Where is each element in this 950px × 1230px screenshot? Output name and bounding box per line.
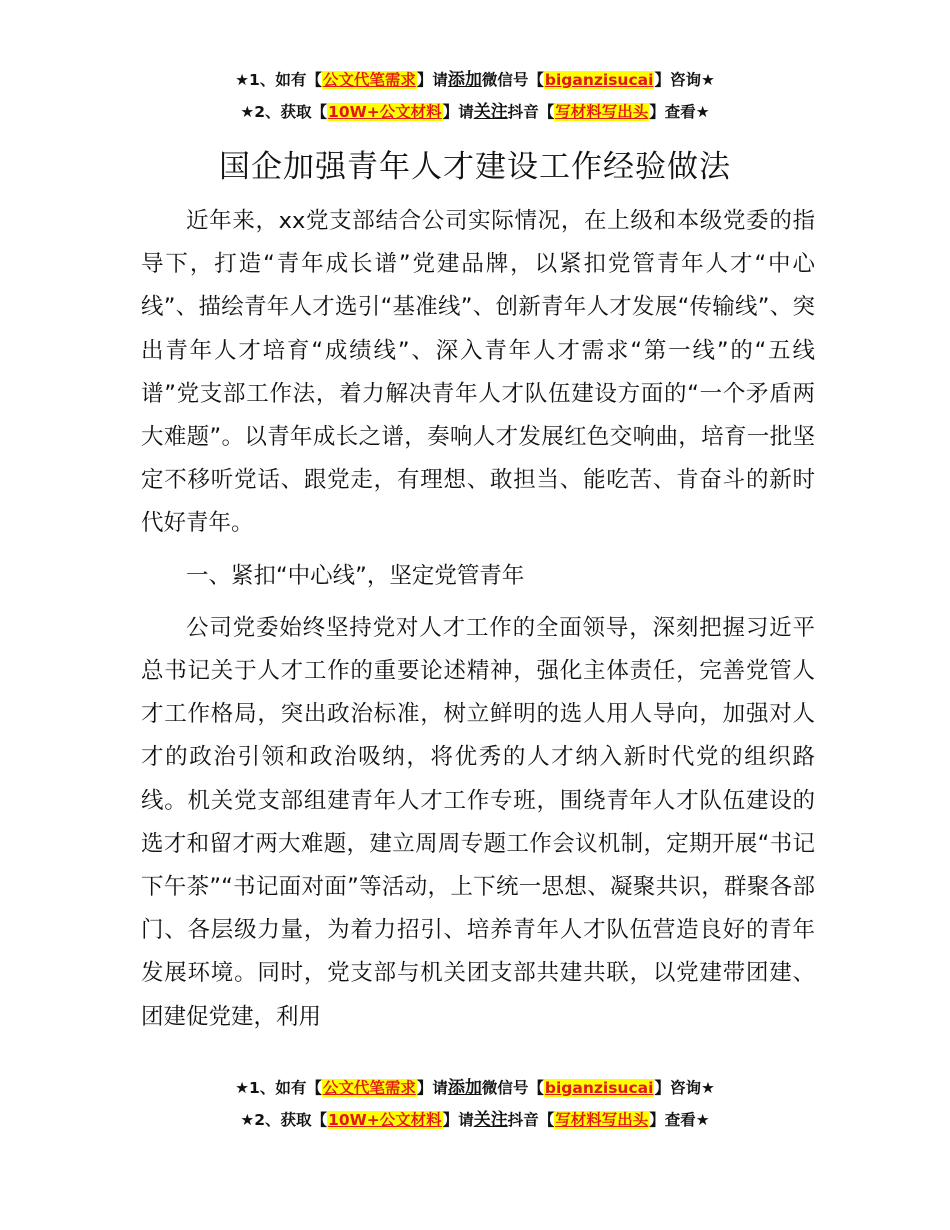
promo-highlight: biganzisucai: [544, 1079, 654, 1097]
promo-keyword: 添加: [447, 70, 482, 90]
promo-line-2: [0, 96, 950, 128]
promo-text: 】查看★: [649, 103, 710, 121]
footer-promo-banner: [0, 1072, 950, 1136]
promo-line-1: [0, 1072, 950, 1104]
promo-keyword: 关注: [473, 1110, 508, 1130]
promo-keyword: 关注: [473, 102, 508, 122]
promo-text: 抖音【: [507, 1111, 555, 1129]
promo-text: ★2、获取【: [240, 103, 328, 121]
section-heading: 一、紧扣“中心线”，坚定党管青年: [186, 562, 525, 589]
promo-highlight: biganzisucai: [544, 71, 654, 89]
promo-text: 】请: [416, 1079, 448, 1097]
document-body: [141, 200, 815, 1039]
promo-text: 抖音【: [507, 103, 555, 121]
promo-text: ★1、如有【: [235, 71, 322, 89]
body-paragraph: 公司党委始终坚持党对人才工作的全面领导，深刻把握习近平总书记关于人才工作的重要论述精神，强化主体责任，完善党管人才工作格局，突出政治标准，树立鲜明的选人用人导向，加强对人才的政治引领和政治吸纳，将优秀的人才纳入新时代党的组织路线。机关党支部组建青年人才工作专班，围绕青年人才队伍建设的选才和留才两大难题，建立周周专题工作会议机制，定期开展“书记下午茶”“书记面对面”等活动，上下统一思想、凝聚共识，群聚各部门、各层级力量，为着力招引、培养青年人才队伍营造良好的青年发展环境。同时，党支部与机关团支部共建共联，以党建带团建、团建促党建，利用: [141, 614, 815, 1030]
promo-text: ★1、如有【: [235, 1079, 322, 1097]
promo-text: 】咨询★: [654, 1079, 715, 1097]
promo-text: 】咨询★: [654, 71, 715, 89]
promo-keyword: 添加: [447, 1078, 482, 1098]
promo-text: 】查看★: [649, 1111, 710, 1129]
promo-text: 微信号【: [481, 71, 544, 89]
promo-highlight: 写材料写出头: [555, 103, 649, 121]
body-paragraph: 近年来，xx党支部结合公司实际情况，在上级和本级党委的指导下，打造“青年成长谱”党建品牌，以紧扣党管青年人才“中心线”、描绘青年人才选引“基准线”、创新青年人才发展“传输线”、突出青年人才培育“成绩线”、深入青年人才需求“第一线”的“五线谱”党支部工作法，着力解决青年人才队伍建设方面的“一个矛盾两大难题”。以青年成长之谱，奏响人才发展红色交响曲，培育一批坚定不移听党话、跟党走，有理想、敢担当、能吃苦、肯奋斗的新时代好青年。: [141, 208, 815, 537]
promo-text: 】请: [442, 1111, 474, 1129]
promo-highlight: 10W+公文材料: [328, 103, 442, 121]
promo-line-1: [0, 64, 950, 96]
promo-highlight: 10W+公文材料: [328, 1111, 442, 1129]
promo-text: ★2、获取【: [240, 1111, 328, 1129]
promo-highlight: 公文代笔需求: [322, 1079, 416, 1097]
promo-line-2: [0, 1104, 950, 1136]
promo-highlight: 公文代笔需求: [322, 71, 416, 89]
promo-text: 微信号【: [481, 1079, 544, 1097]
document-title: 国企加强青年人才建设工作经验做法: [219, 149, 731, 185]
header-promo-banner: [0, 64, 950, 128]
promo-text: 】请: [416, 71, 448, 89]
promo-text: 】请: [442, 103, 474, 121]
promo-highlight: 写材料写出头: [555, 1111, 649, 1129]
